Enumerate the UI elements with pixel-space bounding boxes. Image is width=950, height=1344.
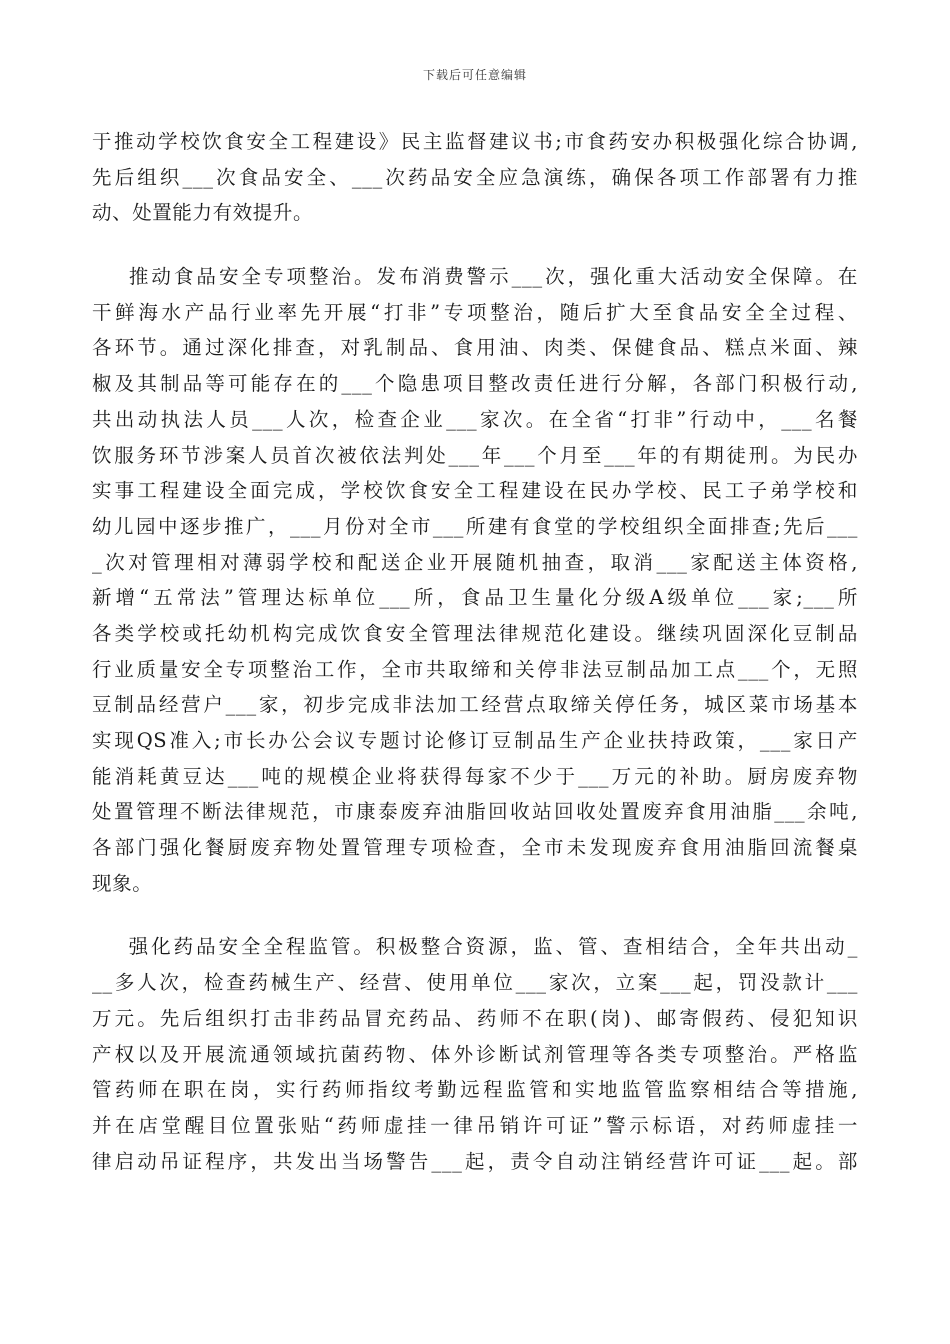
text-line: 处置管理不断法律规范，市康泰废弃油脂回收站回收处置废弃食用油脂___余吨,: [92, 800, 858, 824]
paragraph-1: [92, 124, 858, 231]
text-line: 幼儿园中逐步推广，___月份对全市___所建有食堂的学校组织全面排查;先后___: [92, 514, 858, 538]
text-line: 共出动执法人员___人次，检查企业___家次。在全省“打非”行动中，___名餐: [92, 407, 858, 431]
text-line: 椒及其制品等可能存在的___个隐患项目整改责任进行分解，各部门积极行动,: [92, 372, 858, 396]
text-line: 实现QS准入;市长办公会议专题讨论修订豆制品生产企业扶持政策，___家日产: [92, 729, 858, 752]
text-line: 先后组织___次食品安全、___次药品安全应急演练，确保各项工作部署有力推: [92, 165, 858, 189]
text-line: 万元。先后组织打击非药品冒充药品、药师不在职(岗)、邮寄假药、侵犯知识: [92, 1006, 858, 1030]
text-line: __多人次，检查药械生产、经营、使用单位___家次，立案___起，罚没款计___: [92, 971, 858, 995]
text-line: 于推动学校饮食安全工程建设》民主监督建议书;市食药安办积极强化综合协调,: [92, 130, 858, 153]
paragraph-2: [92, 259, 858, 901]
text-line: 强化药品安全全程监管。积极整合资源，监、管、查相结合，全年共出动_: [92, 935, 858, 959]
text-line: 管药师在职在岗，实行药师指纹考勤远程监管和实地监管监察相结合等措施,: [92, 1078, 858, 1102]
text-line: 并在店堂醒目位置张贴“药师虚挂一律吊销许可证”警示标语，对药师虚挂一: [92, 1113, 858, 1137]
paragraph-3: [92, 929, 858, 1179]
document-body: [92, 124, 858, 1179]
text-line: 能消耗黄豆达___吨的规模企业将获得每家不少于___万元的补助。厨房废弃物: [92, 764, 858, 788]
text-line: 实事工程建设全面完成，学校饮食安全工程建设在民办学校、民工子弟学校和: [92, 479, 858, 503]
text-line: 饮服务环节涉案人员首次被依法判处___年___个月至___年的有期徒刑。为民办: [92, 443, 858, 467]
text-line: 行业质量安全专项整治工作，全市共取缔和关停非法豆制品加工点___个，无照: [92, 657, 858, 681]
text-line: 豆制品经营户___家，初步完成非法加工经营点取缔关停任务，城区菜市场基本: [92, 693, 858, 717]
text-line: 各类学校或托幼机构完成饮食安全管理法律规范化建设。继续巩固深化豆制品: [92, 621, 858, 645]
text-line: 干鲜海水产品行业率先开展“打非”专项整治，随后扩大至食品安全全过程、: [92, 300, 858, 324]
text-line: 新增“五常法”管理达标单位___所，食品卫生量化分级A级单位___家;___所: [92, 586, 858, 610]
text-line: 现象。: [92, 871, 153, 895]
text-line: 动、处置能力有效提升。: [92, 201, 314, 225]
text-line: 推动食品安全专项整治。发布消费警示___次，强化重大活动安全保障。在: [92, 265, 858, 289]
text-line: 各环节。通过深化排查，对乳制品、食用油、肉类、保健食品、糕点米面、辣: [92, 336, 858, 360]
text-line: 律启动吊证程序，共发出当场警告___起，责令自动注销经营许可证___起。部: [92, 1149, 858, 1173]
text-line: 各部门强化餐厨废弃物处置管理专项检查，全市未发现废弃食用油脂回流餐桌: [92, 836, 858, 860]
text-line: _次对管理相对薄弱学校和配送企业开展随机抽查，取消___家配送主体资格,: [92, 550, 858, 574]
text-line: 产权以及开展流通领域抗菌药物、体外诊断试剂管理等各类专项整治。严格监: [92, 1042, 858, 1066]
page-header: 下载后可任意编辑: [422, 68, 527, 82]
